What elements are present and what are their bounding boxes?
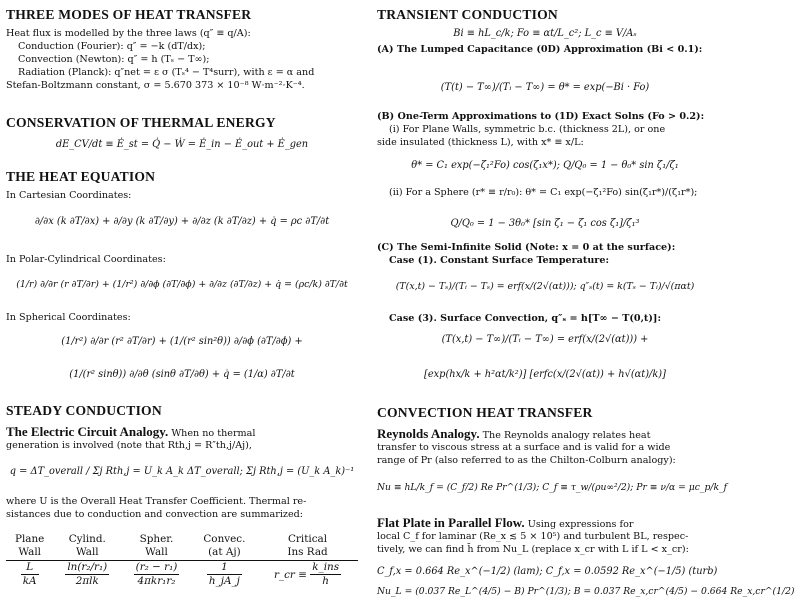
critical-prefix: r_cr ≡: [273, 568, 307, 581]
plane-walls-text-1: (i) For Plane Walls, symmetric b.c. (thickness 2L), or one: [389, 124, 666, 135]
flat-plate-heading: Flat Plate in Parallel Flow.: [377, 515, 525, 530]
plane-walls-text-2: side insulated (thickness L), with x* ≡ x/L:: [377, 137, 584, 148]
circuit-text-4: sistances due to conduction and convection are summarized:: [6, 509, 303, 520]
reynolds-text-3: range of Pr (also referred to as the Chilton-Colburn analogy):: [377, 455, 676, 466]
reynolds-text-1: The Reynolds analogy relates heat: [482, 430, 651, 441]
table-subheader-plane: Wall: [18, 546, 41, 559]
convec-denominator: h_jA_j: [208, 574, 240, 587]
transient-title: TRANSIENT CONDUCTION: [377, 7, 558, 22]
critical-numerator: k_ins: [310, 561, 341, 575]
resistance-table: [6, 533, 358, 588]
case1-heading: Case (1). Constant Surface Temperature:: [389, 255, 610, 266]
case3-equation-line2: [exp(hx/k + h²αt/k²)] [erfc(x/(2√(αt)) + h√(αt)/k)]: [424, 369, 666, 380]
flat-plate-text-2: local C_f for laminar (Re_x ≲ 5 × 10⁵) and turbulent BL, respec-: [377, 531, 689, 542]
case3-equation-line1: (T(x,t) − T∞)/(Tᵢ − T∞) = erf(x/(2√(αt))) +: [441, 334, 649, 345]
lumped-heading: (A) The Lumped Capacitance (0D) Approximation (Bi < 0.1):: [377, 44, 703, 55]
polar-label: In Polar-Cylindrical Coordinates:: [6, 254, 166, 265]
table-header-plane: Plane: [14, 533, 45, 545]
table-header-spher: Spher.: [139, 533, 174, 545]
convec-numerator: 1: [207, 561, 242, 575]
table-header-convec: Convec.: [203, 533, 246, 545]
table-subheader-spher: Wall: [145, 546, 168, 559]
radiation-law: Radiation (Planck): q″net = ε σ (Tₛ⁴ − T⁴surr), with ε = α and: [18, 67, 315, 78]
conservation-title: CONSERVATION OF THERMAL ENERGY: [6, 115, 276, 130]
conduction-law: Conduction (Fourier): q″ = −k (dT/dx);: [18, 41, 206, 52]
circuit-paragraph-1: [6, 424, 358, 441]
modes-title: THREE MODES OF HEAT TRANSFER: [6, 7, 252, 22]
reynolds-text-2: transfer to viscous stress at a surface and is valid for a wide: [377, 442, 671, 453]
plane-denominator: kA: [22, 574, 37, 587]
cylind-numerator: ln(r₂/r₁): [65, 561, 109, 575]
polar-equation: (1/r) ∂/∂r (r ∂T/∂r) + (1/r²) ∂/∂ϕ (∂T/∂ϕ) + ∂/∂z (∂T/∂z) + q̇ = (ρc/k) ∂T/∂t: [16, 279, 348, 290]
lumped-equation: (T(t) − T∞)/(Tᵢ − T∞) = θ* = exp(−Bi · Fo): [440, 82, 650, 93]
stefan-constant: Stefan-Boltzmann constant, σ = 5.670 373 × 10⁻⁸ W·m⁻²·K⁻⁴.: [6, 80, 305, 91]
spherical-label: In Spherical Coordinates:: [6, 312, 131, 323]
table-subheader-cylind: Wall: [75, 546, 99, 559]
circuit-text-1: When no thermal: [171, 428, 256, 439]
semi-infinite-heading: (C) The Semi-Infinite Solid (Note: x = 0 at the surface):: [377, 242, 676, 253]
spherical-equation-line2: (1/(r² sinθ)) ∂/∂θ (sinθ ∂T/∂θ) + q̇ = (1/α) ∂T/∂t: [69, 369, 295, 380]
flat-plate-equation-1: C_f,x = 0.664 Re_x^(−1/2) (lam); C_f,x = 0.0592 Re_x^(−1/5) (turb): [377, 566, 718, 577]
sphere-equation: (ii) For a Sphere (r* ≡ r/r₀): θ* = C₁ exp(−ζ₁²Fo) sin(ζ₁r*)/(ζ₁r*);: [389, 187, 698, 198]
convection-law: Convection (Newton): q″ = h (Tₛ − T∞);: [18, 54, 210, 65]
table-cell-plane: [6, 560, 53, 588]
flat-plate-equation-2: Nu_L = (0.037 Re_L^(4/5) − B) Pr^(1/3); B = 0.037 Re_x,cr^(4/5) − 0.664 Re_x,cr^(1/2): [377, 586, 795, 597]
cylind-denominator: 2πlk: [75, 574, 99, 587]
reynolds-equation: Nu ≡ hL/k_f = (C_f/2) Re Pr^(1/3); C_f ≡ τ_w/(ρu∞²/2); Pr ≡ ν/α = μc_p/k_f: [377, 482, 728, 493]
plane-numerator: L: [21, 561, 39, 575]
reynolds-paragraph-1: [377, 426, 713, 443]
heat-equation-title: THE HEAT EQUATION: [6, 169, 156, 184]
cartesian-equation: ∂/∂x (k ∂T/∂x) + ∂/∂y (k ∂T/∂y) + ∂/∂z (k ∂T/∂z) + q̇ = ρc ∂T/∂t: [34, 216, 330, 227]
spherical-equation-line1: (1/r²) ∂/∂r (r² ∂T/∂r) + (1/(r² sin²θ)) ∂/∂ϕ (∂T/∂ϕ) +: [61, 336, 303, 347]
table-cell-convec: [192, 560, 257, 588]
spher-denominator: 4πkr₁r₂: [137, 574, 176, 587]
table-header-cylind: Cylind.: [68, 533, 106, 545]
flat-plate-text-3: tively, we can find h̄ from Nu_L (replace x_cr with L if L < x_cr):: [377, 544, 689, 555]
table-cell-critical: [257, 560, 358, 588]
modes-intro: Heat flux is modelled by the three laws (q″ ≡ q/A):: [6, 28, 251, 39]
case3-heading: Case (3). Surface Convection, q″ₛ = h[T∞ − T(0,t)]:: [389, 313, 661, 324]
table-header-critical: Critical: [287, 533, 328, 545]
left-column: [6, 6, 358, 606]
convection-title: CONVECTION HEAT TRANSFER: [377, 405, 593, 420]
table-subheader-convec: (at Aj): [208, 546, 241, 559]
circuit-heading: The Electric Circuit Analogy.: [6, 424, 169, 439]
sphere-q-equation: Q/Q₀ = 1 − 3θ₀* [sin ζ₁ − ζ₁ cos ζ₁]/ζ₁³: [450, 218, 640, 229]
circuit-equation: q = ΔT_overall / Σj Rth,j = U_k A_k ΔT_overall; Σj Rth,j = (U_k A_k)⁻¹: [9, 466, 355, 477]
flat-plate-paragraph-1: [377, 515, 713, 532]
case1-equation: (T(x,t) − Tₛ)/(Tᵢ − Tₛ) = erf(x/(2√(αt))); q″ₛ(t) = k(Tₛ − Tᵢ)/√(παt): [395, 281, 695, 292]
one-term-heading: (B) One-Term Approximations to (1D) Exact Solns (Fo > 0.2):: [377, 111, 705, 122]
right-column: [377, 6, 795, 606]
circuit-text-2: generation is involved (note that Rth,j = R″th,j/Aj),: [6, 440, 252, 451]
cartesian-label: In Cartesian Coordinates:: [6, 190, 132, 201]
bi-fo-definitions: Bi ≡ hL_c/k; Fo ≡ αt/L_c²; L_c ≡ V/Aₛ: [453, 28, 637, 39]
circuit-text-3: where U is the Overall Heat Transfer Coefficient. Thermal re-: [6, 496, 307, 507]
table-cell-spher: [121, 560, 191, 588]
flat-plate-text-1: Using expressions for: [527, 519, 634, 530]
table-cell-cylind: [53, 560, 121, 588]
table-subheader-critical: Ins Rad: [287, 546, 328, 559]
reynolds-heading: Reynolds Analogy.: [377, 426, 480, 441]
critical-denominator: h: [322, 574, 329, 587]
plane-wall-equation: θ* = C₁ exp(−ζ₁²Fo) cos(ζ₁x*); Q/Q₀ = 1 − θ₀* sin ζ₁/ζ₁: [411, 160, 679, 171]
spher-numerator: (r₂ − r₁): [134, 561, 180, 575]
steady-title: STEADY CONDUCTION: [6, 403, 162, 418]
conservation-equation: dE_CV/dt ≡ Ė_st = Q̇ − Ẇ = Ė_in − Ė_out + Ė_gen: [55, 139, 309, 150]
